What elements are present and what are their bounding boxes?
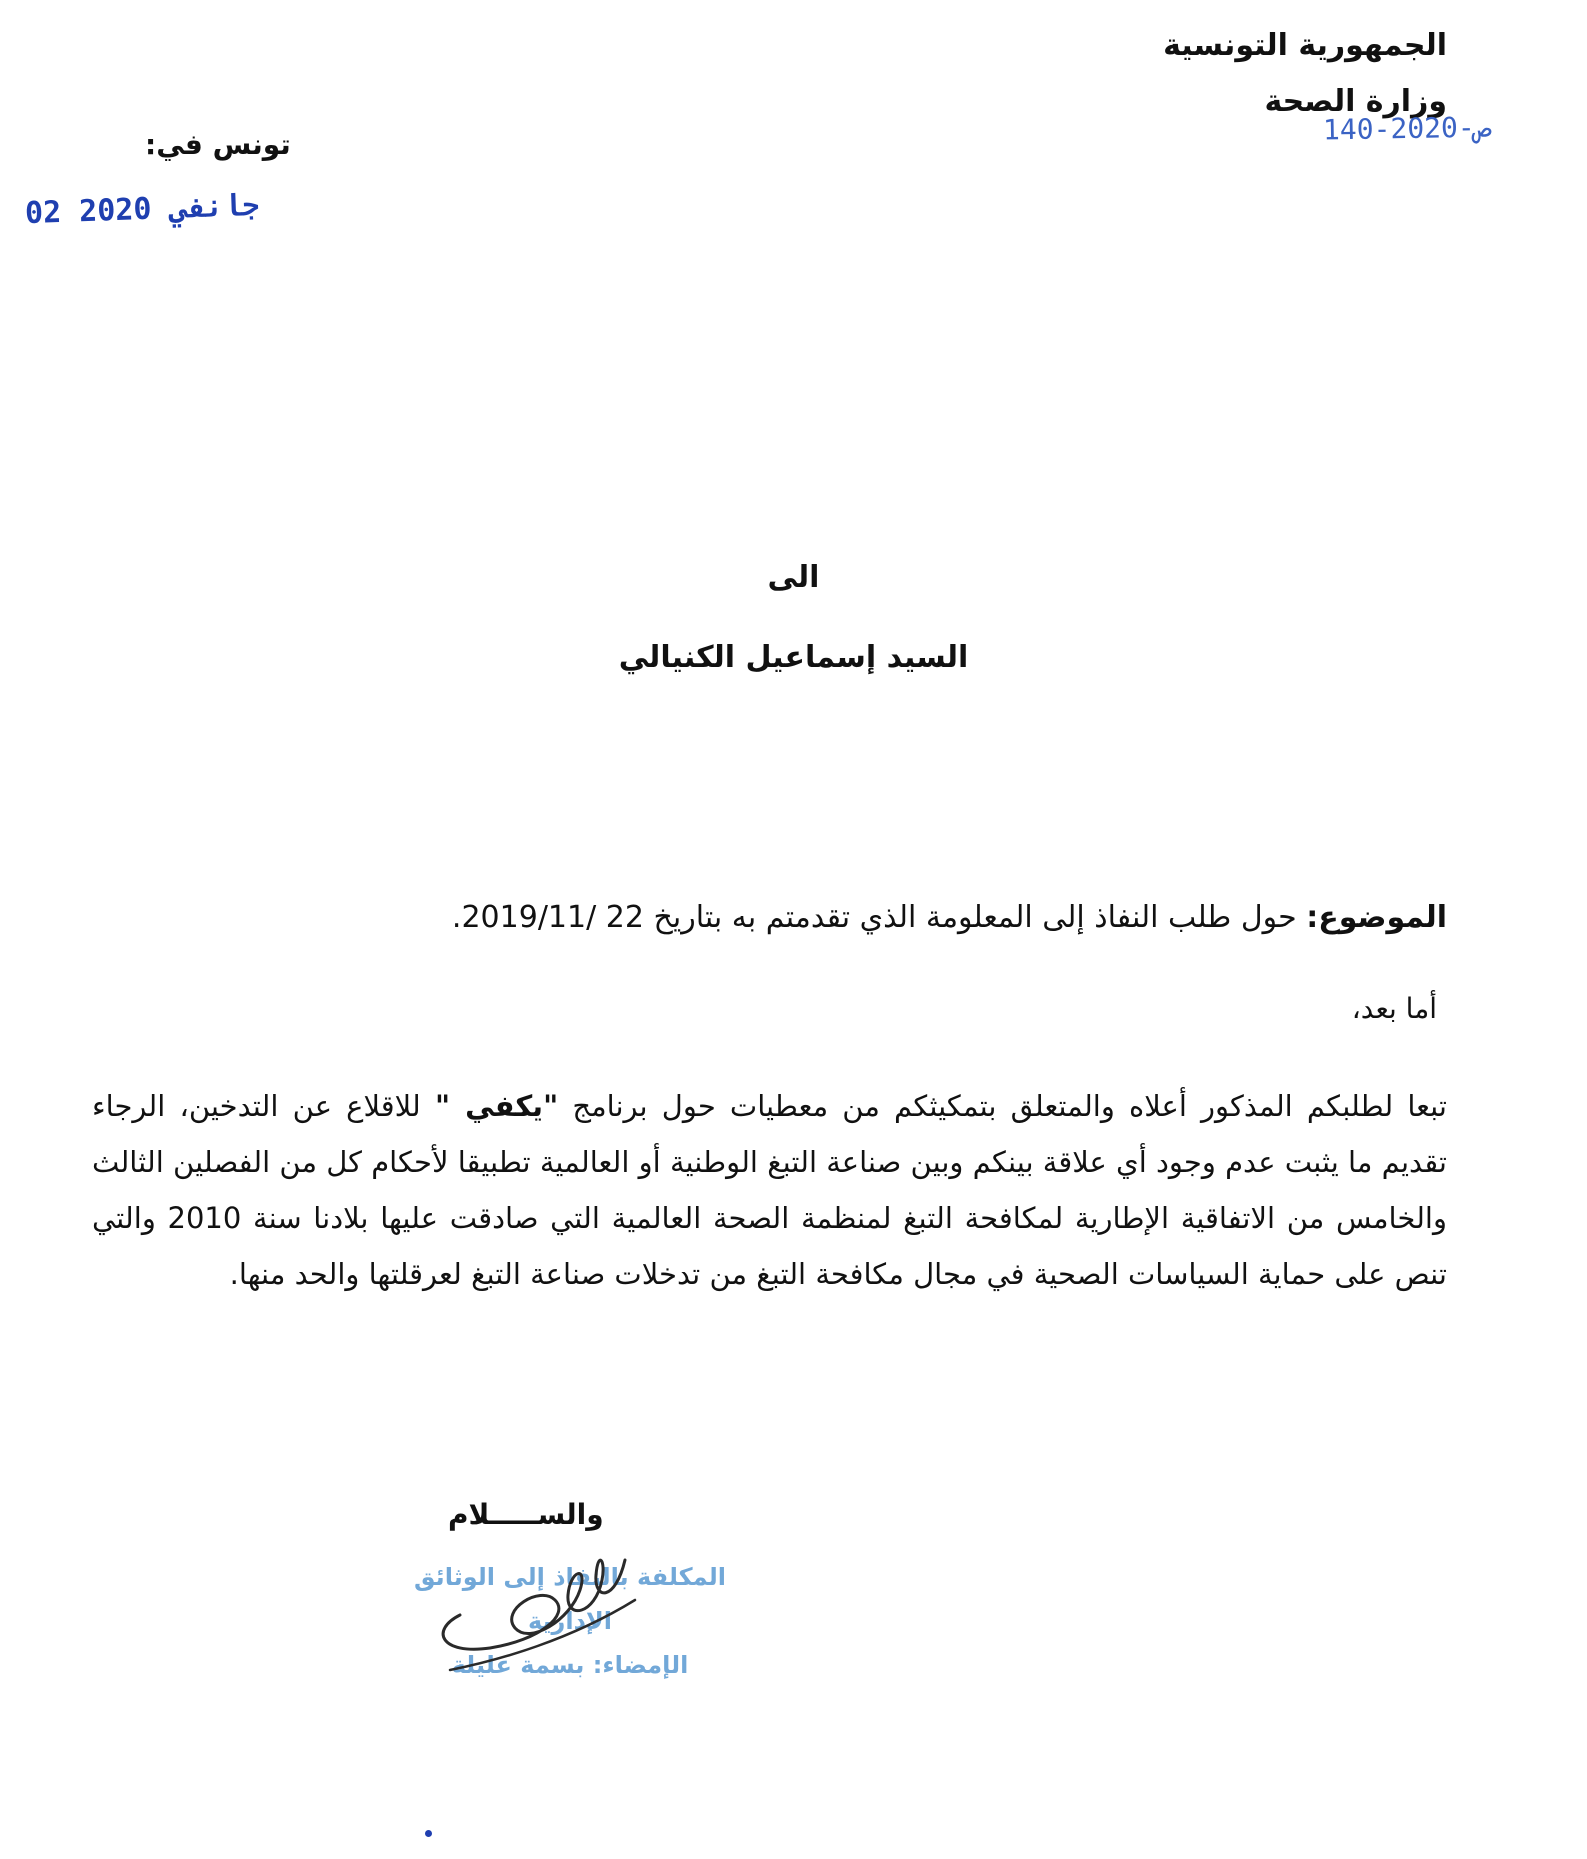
addressee-to-label: الى bbox=[767, 560, 820, 595]
subject-label: الموضوع: bbox=[1306, 900, 1447, 935]
place-date-label: تونس في: bbox=[145, 128, 291, 161]
body-text-part2: للاقلاع عن التدخين، الرجاء تقديم ما يثبت عدم وجود أي علاقة بينكم وبين صناعة التبغ الوطنية أو العالمية تطبيقا لأحكام كل من الفصلين الثالث والخامس من الاتفاقية الإطارية لمكافحة التبغ لمنظمة الصحة العالمية التي صادقت عليها بلادنا سنة 2010 والتي تنص على حماية السياسات الصحية في مجال مكافحة التبغ من تدخلات صناعة التبغ لعرقلتها والحد منها. bbox=[92, 1089, 1447, 1291]
org-line-ministry: وزارة الصحة bbox=[1264, 84, 1447, 119]
body-text-part1: تبعا لطلبكم المذكور أعلاه والمتعلق بتمكيثكم من معطيات حول برنامج bbox=[558, 1089, 1447, 1123]
date-stamp: 02 جانفي 2020 bbox=[24, 187, 261, 232]
program-name: "يكفي " bbox=[434, 1089, 559, 1123]
closing-greeting: والســـــلام bbox=[448, 1498, 604, 1531]
salutation: أما بعد، bbox=[1351, 992, 1437, 1025]
body-paragraph bbox=[92, 1078, 1447, 1302]
subject-line bbox=[140, 900, 1447, 935]
stamp-title: المكلفة بالنفاذ إلى الوثائق الإدارية bbox=[414, 1563, 726, 1635]
subject-text: حول طلب النفاذ إلى المعلومة الذي تقدمتم به بتاريخ 22 /2019/11. bbox=[451, 900, 1307, 935]
stamp-signatory: الإمضاء: بسمة عليلة bbox=[451, 1651, 689, 1679]
org-line-republic: الجمهورية التونسية bbox=[1163, 28, 1447, 63]
handwritten-signature bbox=[420, 1520, 650, 1680]
addressee-name: السيد إسماعيل الكنيالي bbox=[618, 640, 969, 675]
reference-number: 140-2020-ص bbox=[1323, 110, 1493, 147]
ink-dot bbox=[425, 1830, 432, 1837]
